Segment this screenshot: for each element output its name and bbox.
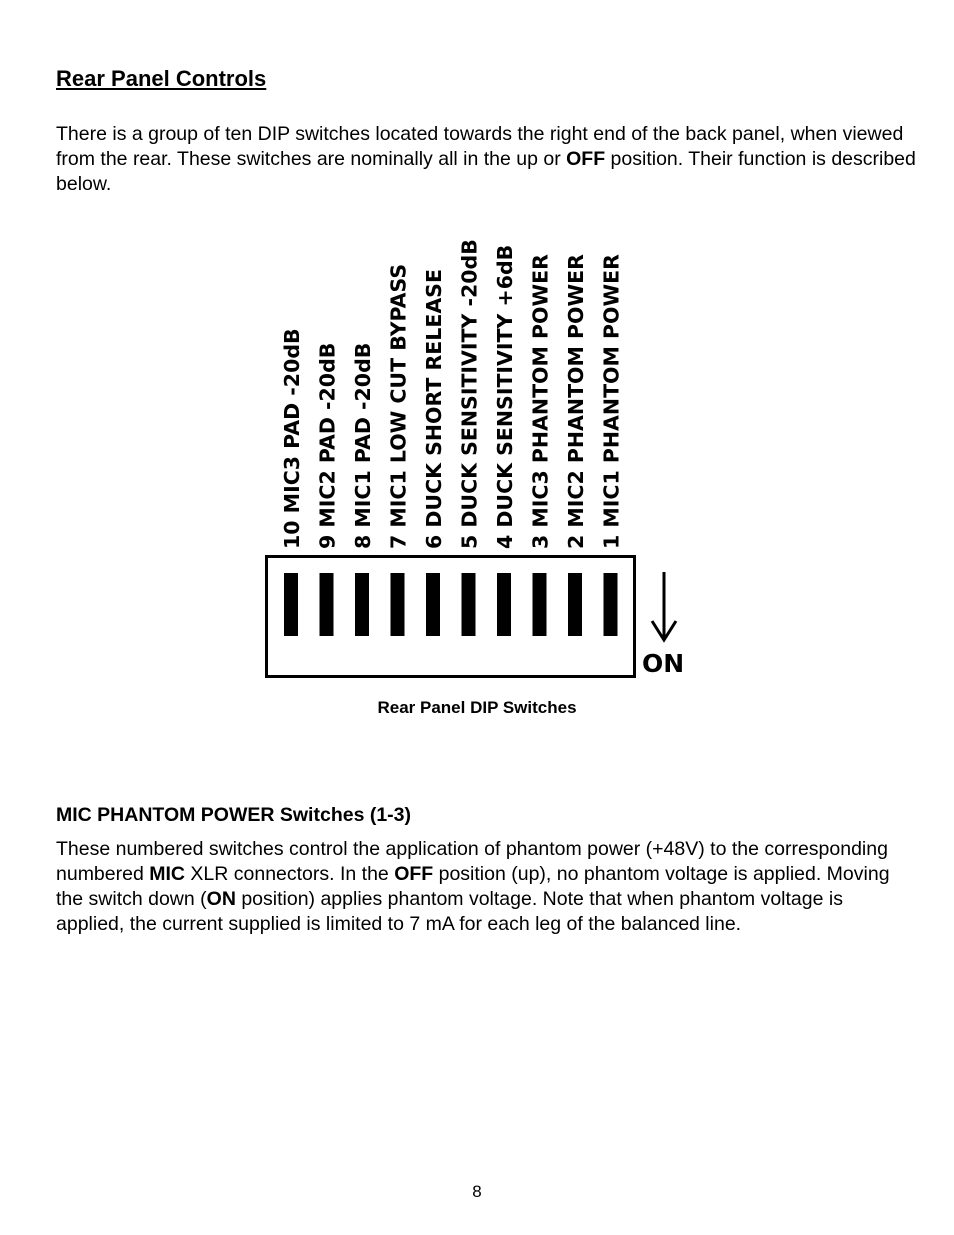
switch-lever-1 <box>604 573 618 636</box>
figure-caption: Rear Panel DIP Switches <box>377 698 577 717</box>
phantom-bold-off: OFF <box>394 863 434 885</box>
switch-label-6: 6 DUCK SHORT RELEASE <box>422 269 446 549</box>
phantom-bold-on: ON <box>206 888 236 910</box>
switch-lever-7 <box>391 573 405 636</box>
switch-lever-5 <box>462 573 476 636</box>
switch-lever-4 <box>497 573 511 636</box>
switch-lever-8 <box>355 573 369 636</box>
down-arrow-icon <box>652 572 676 640</box>
switch-label-3: 3 MIC3 PHANTOM POWER <box>528 254 553 549</box>
phantom-bold-mic: MIC <box>149 863 185 885</box>
switch-lever-10 <box>284 573 298 636</box>
intro-text-2: position. Their function is described below. <box>56 148 916 195</box>
switch-label-2: 2 MIC2 PHANTOM POWER <box>564 254 588 549</box>
intro-text-1: There is a group of ten DIP switches located towards the right end of the back panel, when viewed from the rear. These switches are nominally all in the up or <box>56 123 904 170</box>
switch-lever-6 <box>426 573 440 636</box>
intro-bold-off: OFF <box>566 148 606 170</box>
phantom-power-paragraph <box>56 837 916 937</box>
switch-labels <box>280 239 624 549</box>
switch-label-4: 4 DUCK SENSITIVITY +6dB <box>493 244 517 549</box>
page-number: 8 <box>472 1182 482 1201</box>
phantom-text-2: XLR connectors. In the <box>184 863 395 885</box>
switch-lever-3 <box>533 573 547 636</box>
phantom-text-3: position (up), no phantom voltage is applied. Moving the switch down ( <box>56 863 890 910</box>
switch-label-8: 8 MIC1 PAD -20dB <box>351 342 375 549</box>
phantom-power-heading: MIC PHANTOM POWER Switches (1-3) <box>56 804 412 826</box>
switch-label-9: 9 MIC2 PAD -20dB <box>315 342 340 549</box>
switch-label-5: 5 DUCK SENSITIVITY -20dB <box>457 239 482 549</box>
switch-lever-2 <box>568 573 582 636</box>
on-label: ON <box>642 649 685 678</box>
phantom-text-1: These numbered switches control the application of phantom power (+48V) to the corresponding numbered <box>56 838 888 885</box>
section-title: Rear Panel Controls <box>56 66 267 91</box>
switch-label-7: 7 MIC1 LOW CUT BYPASS <box>386 263 411 549</box>
dip-switch-housing <box>267 557 635 677</box>
phantom-text-4: position) applies phantom voltage. Note that when phantom voltage is applied, the current supplied is limited to 7 mA for each leg of the balanced line. <box>56 888 843 935</box>
switch-lever-9 <box>320 573 334 636</box>
switch-levers <box>284 573 618 636</box>
switch-label-10: 10 MIC3 PAD -20dB <box>280 328 304 549</box>
intro-paragraph <box>56 122 916 197</box>
switch-label-1: 1 MIC1 PHANTOM POWER <box>599 254 624 549</box>
